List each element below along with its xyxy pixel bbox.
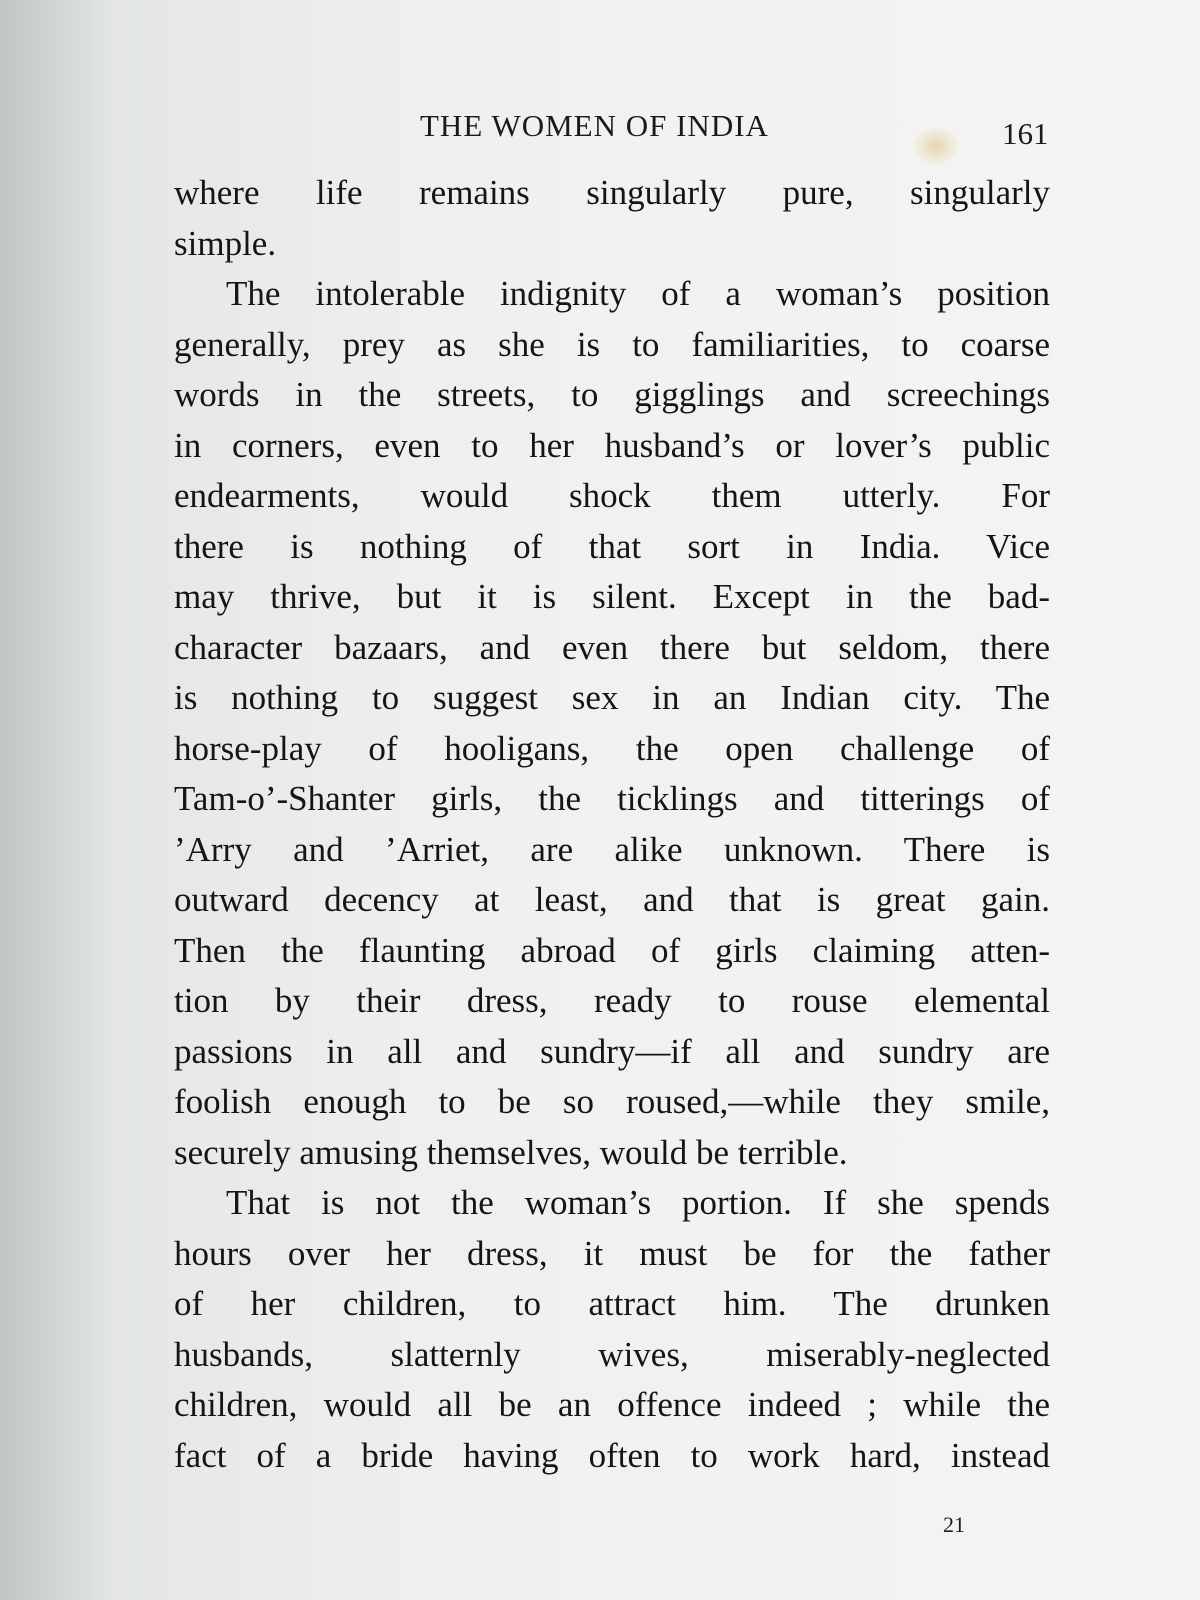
gutter-shadow <box>0 0 120 1600</box>
text-line: endearments, would shock them utterly. For <box>174 476 1050 515</box>
text-line: is nothing to suggest sex in an Indian city. The <box>174 678 1050 717</box>
text-line: children, would all be an offence indeed ; while the <box>174 1385 1050 1424</box>
foxing-stain <box>915 128 957 164</box>
text-line: where life remains singularly pure, singularly <box>174 173 1050 212</box>
text-line: That is not the woman’s portion. If she spends <box>226 1183 1050 1222</box>
text-line: character bazaars, and even there but seldom, there <box>174 627 1050 667</box>
text-line: Then the flaunting abroad of girls claiming atten- <box>174 930 1050 970</box>
text-line: foolish enough to be so roused,—while they smile, <box>174 1082 1050 1121</box>
text-line: horse-play of hooligans, the open challenge of <box>174 728 1050 768</box>
text-line: of her children, to attract him. The drunken <box>174 1284 1050 1323</box>
text-line: passions in all and sundry—if all and sundry are <box>174 1031 1050 1071</box>
text-line: fact of a bride having often to work hard, instead <box>174 1435 1050 1475</box>
text-line: generally, prey as she is to familiarities, to coarse <box>174 324 1050 364</box>
text-line: husbands, slatternly wives, miserably-neglected <box>174 1334 1050 1374</box>
text-line: hours over her dress, it must be for the father <box>174 1233 1050 1273</box>
text-line: Tam-o’-Shanter girls, the ticklings and titterings of <box>174 779 1050 818</box>
text-line: securely amusing themselves, would be terrible. <box>174 1132 848 1172</box>
body-text <box>174 168 1050 1481</box>
text-line: in corners, even to her husband’s or lover’s public <box>174 425 1050 465</box>
text-line: ’Arry and ’Arriet, are alike unknown. There is <box>174 829 1050 869</box>
signature-mark: 21 <box>943 1512 965 1537</box>
text-line: words in the streets, to gigglings and screechings <box>174 375 1050 414</box>
text-line: outward decency at least, and that is great gain. <box>174 880 1050 919</box>
page-number: 161 <box>1002 116 1049 151</box>
running-title: THE WOMEN OF INDIA <box>420 108 769 143</box>
text-line: simple. <box>174 223 277 263</box>
text-line: may thrive, but it is silent. Except in the bad- <box>174 577 1050 616</box>
text-line: The intolerable indignity of a woman’s position <box>226 274 1050 313</box>
text-line: tion by their dress, ready to rouse elemental <box>174 981 1050 1020</box>
text-line: there is nothing of that sort in India. Vice <box>174 526 1050 566</box>
